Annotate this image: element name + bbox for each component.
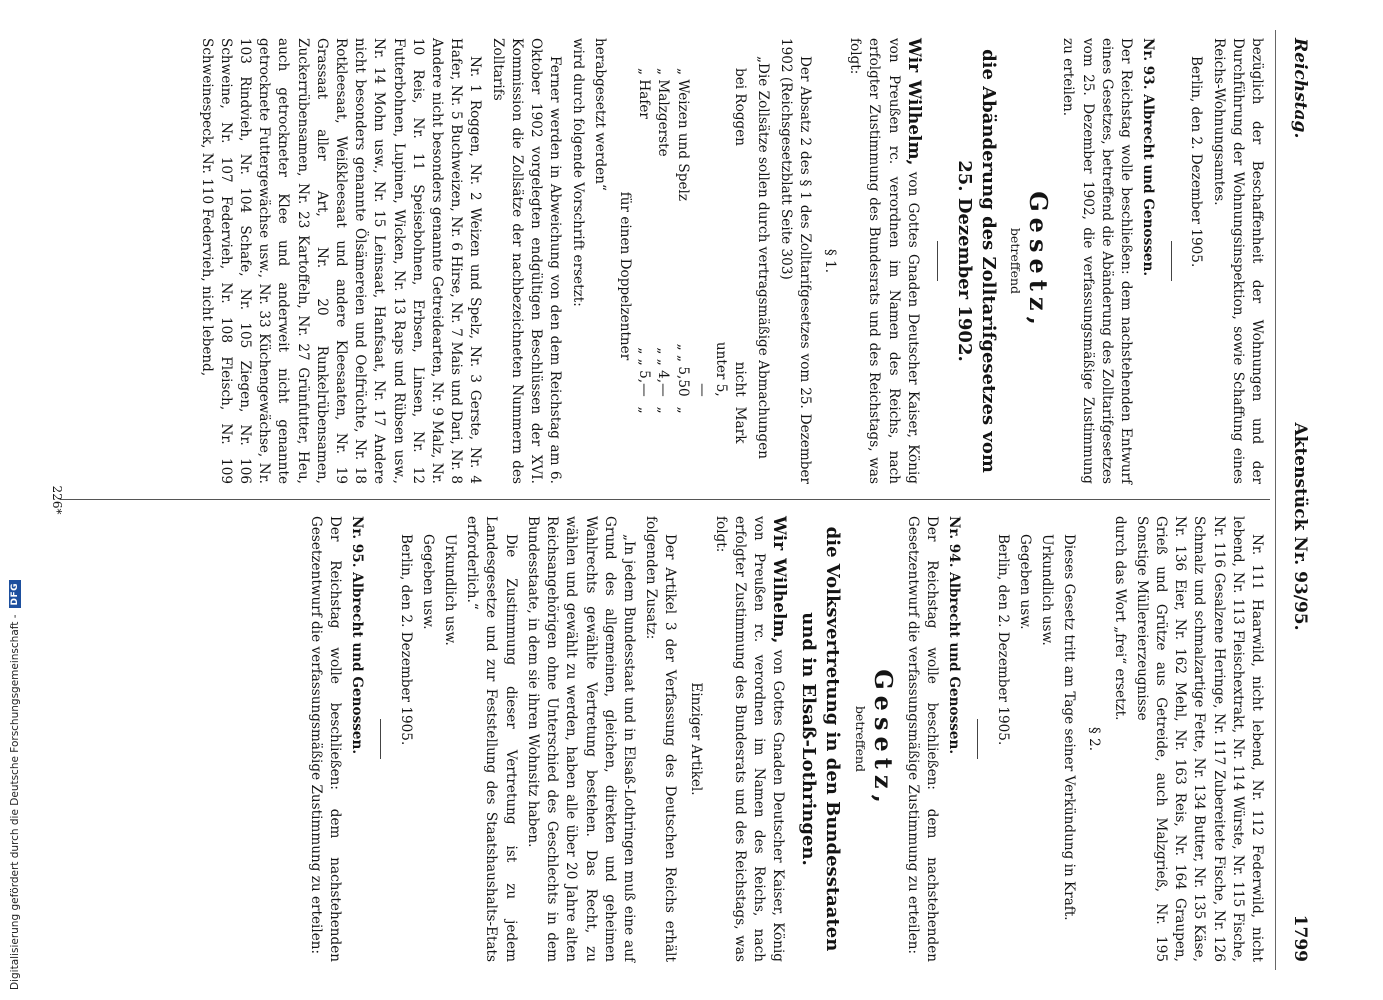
intro-text: bezüglich der Beschaffenheit der Wohnungen und der Durchführung der Wohnungsinspektion, sowie Schaffung eines Reichs-Wohnungsamtes. (1210, 38, 1265, 484)
right-column (66, 516, 1266, 962)
paragraph: Ferner werden in Abweichung von den dem Reichstag am 6. Oktober 1902 vorgelegten endgültigen Beschlüssen der XVI. Kommission die Zollsätze der nachbezeichneten Nummern des Zolltarifs (489, 38, 564, 484)
sovereign-name: Wir Wilhelm, (903, 38, 924, 166)
rate-table (615, 68, 749, 484)
rate-tail: für einen Doppelzentner (616, 191, 633, 361)
law-title: Gesetz, (868, 669, 898, 809)
rate-row: „ Weizen und Spelz „ „ 5,50 „ (674, 68, 691, 414)
section-heading: § 2. (1086, 726, 1103, 752)
rate-row: „ Hafer „ „ 5,— „ (636, 68, 653, 414)
date-line: Berlin, den 2. Dezember 1905. (397, 534, 414, 746)
enactment-text: von Gottes Gnaden Deutscher Kaiser, König von Preußen rc. verordnen im Namen des Reichs, nach erfolgter Zustimmung des Bundesrats und des Reichstags, was folgt: (712, 516, 787, 963)
closing-line: Gegeben usw. (419, 534, 436, 630)
date-line: Berlin, den 2. Dezember 1905. (994, 534, 1011, 746)
enactment-formula (711, 516, 789, 962)
nr93-text: Der Reichstag wolle beschließen: dem nachstehenden Entwurf eines Gesetzes, betreffend die Abänderung des Zolltarifgesetzes vom 25. Dezember 1902, die verfassungsmäßige Zustimmung zu erteilen. (1060, 38, 1134, 484)
paragraph: Dieses Gesetz tritt am Tage seiner Verkündung in Kraft. (1061, 534, 1078, 921)
header-center: Aktenstück Nr. 93/95. (1290, 422, 1310, 631)
section-heading: § 1. (821, 248, 838, 274)
law-title: Gesetz, (1024, 191, 1054, 331)
signature-mark: 226* (50, 485, 64, 515)
tariff-list: Nr. 1 Roggen, Nr. 2 Weizen und Spelz, Nr. 3 Gerste, Nr. 4 Hafer, Nr. 5 Buchweizen, Nr. 6 Hirse, Nr. 7 Mais und Dari, Nr. 8 Andere nicht besonders genannte Getreidearten, Nr. 9 Malz, Nr. 10 Reis, Nr. 11 Speisebohnen, Erbsen, Linsen, Nr. 12 Futterbohnen, Lupinen, Wicken, Nr. 13 Raps und Rübsen usw., Nr. 14 Mohn usw., Nr. 15 Leinsaat, Hanfsaat, Nr. 17 Andere nicht besonders genannte Ölsämereien und Oelfrüchte, Nr. 18 Rotkleesaat, Weißkleesaat und andere Kleesaaten, Nr. 19 Grassaat aller Art, Nr. 20 Runkelrübensamen, Zuckerrübensamen, Nr. 23 Kartoffeln, Nr. 27 Grünfutter, Heu, auch getrockneter Klee und anderweit nicht genannte getrocknete Futtergewächse usw., Nr. 33 Küchengewächse, Nr. 103 Rindvieh, Nr. 104 Schafe, Nr. 105 Ziegen, Nr. 106 Schweine, Nr. 107 Federvieh, Nr. 108 Fleisch, Nr. 109 Schweinespeck, Nr. 110 Federvieh, nicht lebend, (198, 38, 484, 484)
page-number: 1799 (1290, 914, 1310, 962)
left-column (66, 38, 1266, 484)
scanned-page (40, 30, 1310, 970)
article-heading: Einziger Artikel. (687, 682, 704, 796)
closing-line: Urkundlich usw. (442, 534, 459, 646)
page-header (1275, 30, 1310, 970)
separator (977, 719, 978, 759)
nr94-text: Der Reichstag wolle beschließen: dem nachstehenden Gesetzentwurf die verfassungsmäßige Zustimmung zu erteilen: (904, 516, 941, 962)
tariff-list-cont: Nr. 111 Haarwild, nicht lebend, Nr. 112 Federwild, nicht lebend, Nr. 113 Fleischextrakt, Nr. 114 Würste, Nr. 115 Fische, Nr. 116 Gesalzene Heringe, Nr. 117 Zubereitete Fische, Nr. 126 Schmalz und schmalzartige Fette, Nr. 134 Butter, Nr. 135 Käse, Nr. 136 Eier, Nr. 162 Mehl, Nr. 163 Reis, Nr. 164 Graupen, Grieß und Grütze aus Getreide, auch Malzgrieß, Nr. 195 Sonstige Müllereierzeugnisse (1133, 516, 1265, 962)
separator (1171, 241, 1172, 281)
paragraph: „In jedem Bundesstaat und in Elsaß-Lothringen muß eine auf Grund des allgemeinen, gleichen, direkten und geheimen Wahlrechts gewählte Vertretung bestehen. Das Recht, zu wählen und gewählt zu werden, haben alle über 20 Jahre alten Reichsangehörigen ohne Unterschied des Geschlechts in dem Bundesstaate, in dem sie ihren Wohnsitz haben. (524, 516, 637, 962)
rate-row: bei Roggen nicht unter 5,— Mark (693, 68, 749, 444)
closing-line: Gegeben usw. (1016, 534, 1033, 630)
sovereign-name: Wir Wilhelm, (769, 516, 790, 644)
paragraph: wird durch folgende Vorschrift ersetzt: (569, 38, 586, 307)
betreffend-label: betreffend (1007, 227, 1023, 295)
paragraph: „Die Zollsätze sollen durch vertragsmäßige Abmachungen (755, 56, 772, 460)
paragraph: Der Absatz 2 des § 1 des Zolltarifgesetzes vom 25. Dezember 1902 (Reichsgesetzblatt Seite 303) (777, 38, 813, 484)
credit-text: Digitalisierung gefördert durch die Deutsche Forschungsgemeinschaft - (9, 614, 21, 990)
digitization-credit (0, 0, 30, 1000)
separator (380, 719, 381, 759)
dfg-logo: DFG (9, 580, 21, 609)
separator (937, 241, 938, 281)
nr95-text: Der Reichstag wolle beschließen: dem nachstehenden Gesetzentwurf die verfassungsmäßige Zustimmung zu erteilen: (308, 516, 344, 962)
paragraph: Die Zustimmung dieser Vertretung ist zu jedem Landesgesetze und zur Feststellung des Staatshaushalts-Etats erforderlich.“ (464, 516, 519, 962)
paragraph: Der Artikel 3 der Verfassung des Deutschen Reichs erhält folgenden Zusatz: (643, 516, 679, 962)
header-left: Reichstag. (1290, 38, 1310, 139)
paragraph: durch das Wort „frei“ ersetzt. (1111, 516, 1128, 721)
law-subject: die Volksvertretung in den Bundesstaaten und in Elsaß-Lothringen. (798, 526, 844, 952)
closing-line: Urkundlich usw. (1038, 534, 1055, 646)
law-subject: die Abänderung des Zolltarifgesetzes vom 25. Dezember 1902. (953, 49, 999, 473)
nr94-heading: Nr. 94. Albrecht und Genossen. (946, 516, 963, 755)
date-line: Berlin, den 2. Dezember 1905. (1188, 56, 1205, 268)
rate-row: „ Malzgerste „ „ 4,— „ (655, 68, 672, 414)
nr93-heading: Nr. 93. Albrecht und Genossen. (1140, 38, 1157, 277)
betreffend-label: betreffend (852, 705, 868, 773)
paragraph: herabgesetzt werden“ (591, 38, 608, 191)
enactment-formula (845, 38, 923, 484)
enactment-text: von Gottes Gnaden Deutscher Kaiser, König von Preußen rc. verordnen im Namen des Reichs, nach erfolgter Zustimmung des Bundesrats und des Reichstags, was folgt: (847, 38, 921, 485)
column-divider (60, 499, 1270, 500)
nr95-heading: Nr. 95. Albrecht und Genossen. (349, 516, 366, 755)
